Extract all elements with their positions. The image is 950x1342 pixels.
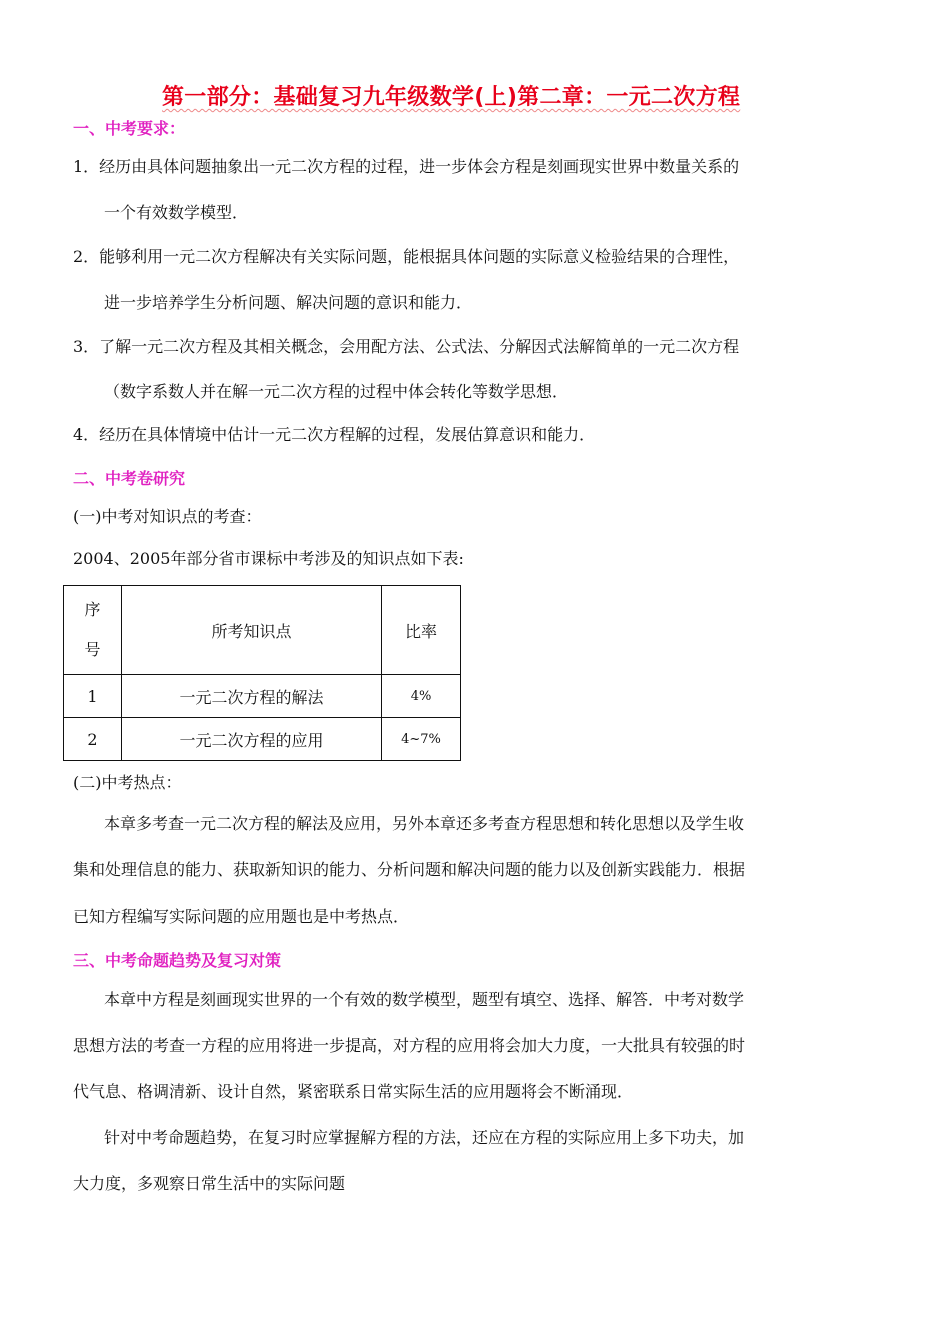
row-2-topic: 一元二次方程的应用 — [122, 718, 382, 761]
row-2-index: 2 — [64, 718, 122, 761]
hotspot-para-line-2: 集和处理信息的能力、获取新知识的能力、分析问题和解决问题的能力以及创新实践能力．根据 — [73, 860, 746, 879]
trends-para1-line-3: 代气息、格调清新、设计自然，紧密联系日常实际生活的应用题将会不断涌现． — [73, 1082, 634, 1101]
table-intro: 2004、2005年部分省市课标中考涉及的知识点如下表: — [73, 549, 464, 568]
table-header-row — [64, 586, 461, 675]
header-index: 序 号 — [64, 586, 122, 675]
table-row — [64, 718, 461, 761]
table-row — [64, 675, 461, 718]
trends-para1-line-1: 本章中方程是刻画现实世界的一个有效的数学模型，题型有填空、选择、解答．中考对数学 — [104, 990, 745, 1009]
requirement-4-line-1: 4．经历在具体情境中估计一元二次方程解的过程，发展估算意识和能力． — [73, 425, 596, 444]
row-1-index: 1 — [64, 675, 122, 718]
subheading-hotspots: (二)中考热点： — [73, 773, 182, 792]
section-heading-research: 二、中考卷研究 — [73, 469, 186, 488]
header-ratio: 比率 — [382, 586, 461, 675]
subheading-knowledge: (一)中考对知识点的考查： — [73, 507, 262, 526]
requirement-1-line-1: 1．经历由具体问题抽象出一元二次方程的过程，进一步体会方程是刻画现实世界中数量关系的 — [73, 157, 740, 176]
trends-para2-line-2: 大力度，多观察日常生活中的实际问题 — [73, 1174, 346, 1193]
row-2-ratio: 4~7% — [382, 718, 461, 761]
row-1-ratio: 4% — [382, 675, 461, 718]
requirement-2-line-2: 进一步培养学生分析问题、解决问题的意识和能力． — [104, 293, 473, 312]
requirement-3-line-1: 3．了解一元二次方程及其相关概念，会用配方法、公式法、分解因式法解简单的一元二次方程 — [73, 337, 740, 356]
row-1-topic: 一元二次方程的解法 — [122, 675, 382, 718]
hotspot-para-line-3: 已知方程编写实际问题的应用题也是中考热点． — [73, 907, 410, 926]
section-heading-trends: 三、中考命题趋势及复习对策 — [73, 951, 282, 970]
trends-para2-line-1: 针对中考命题趋势，在复习时应掌握解方程的方法，还应在方程的实际应用上多下功夫，加 — [104, 1128, 745, 1147]
page-title: 第一部分：基础复习九年级数学(上)第二章：一元二次方程 — [162, 85, 741, 110]
section-heading-requirements: 一、中考要求： — [73, 119, 186, 138]
requirement-2-line-1: 2．能够利用一元二次方程解决有关实际问题，能根据具体问题的实际意义检验结果的合理性， — [73, 247, 740, 266]
header-topic: 所考知识点 — [122, 586, 382, 675]
trends-para1-line-2: 思想方法的考查一方程的应用将进一步提高，对方程的应用将会加大力度，一大批具有较强的时 — [73, 1036, 746, 1055]
hotspot-para-line-1: 本章多考查一元二次方程的解法及应用，另外本章还多考查方程思想和转化思想以及学生收 — [104, 814, 745, 833]
knowledge-table — [63, 585, 461, 761]
requirement-1-line-2: 一个有效数学模型． — [104, 203, 249, 222]
requirement-3-line-2: （数字系数人并在解一元二次方程的过程中体会转化等数学思想． — [104, 382, 569, 401]
